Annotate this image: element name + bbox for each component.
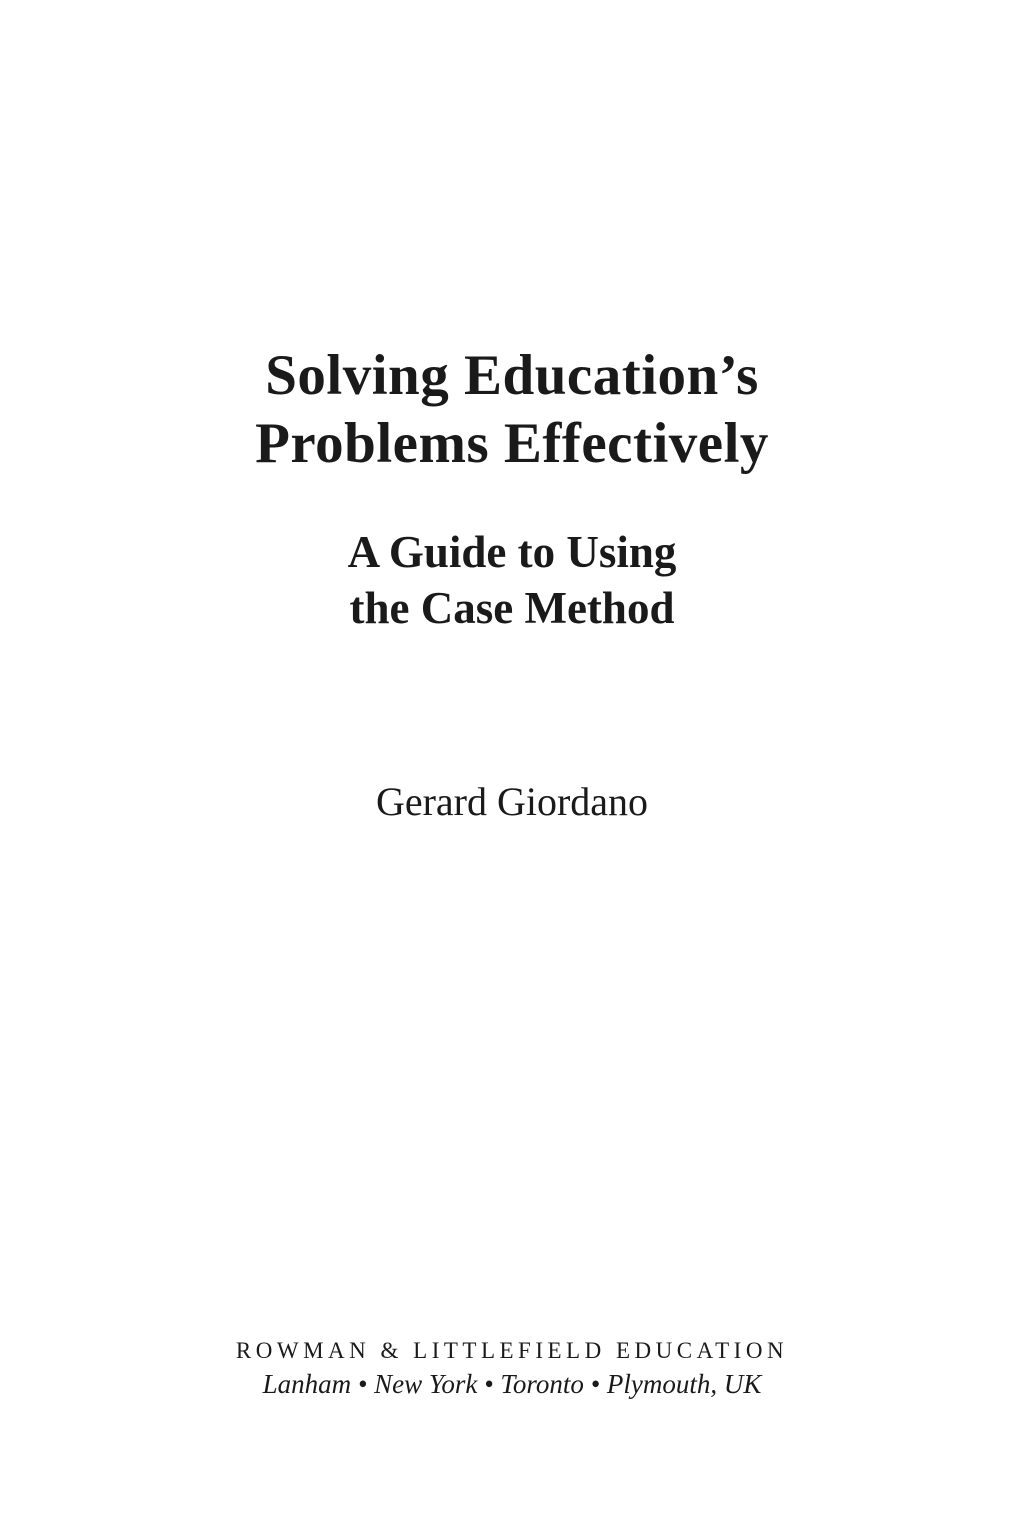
- book-title-line-2: Problems Effectively: [255, 412, 769, 475]
- book-title-line-1: Solving Education’s: [265, 344, 759, 407]
- book-title: [0, 342, 1024, 478]
- book-subtitle: [0, 524, 1024, 636]
- book-subtitle-line-1: A Guide to Using: [347, 527, 677, 577]
- author-name: Gerard Giordano: [375, 779, 649, 824]
- book-subtitle-line-2: the Case Method: [349, 583, 675, 633]
- publisher-block: [0, 1336, 1024, 1402]
- publisher-cities: Lanham • New York • Toronto • Plymouth, UK: [262, 1369, 762, 1399]
- publisher-name: ROWMAN & LITTLEFIELD EDUCATION: [235, 1338, 789, 1363]
